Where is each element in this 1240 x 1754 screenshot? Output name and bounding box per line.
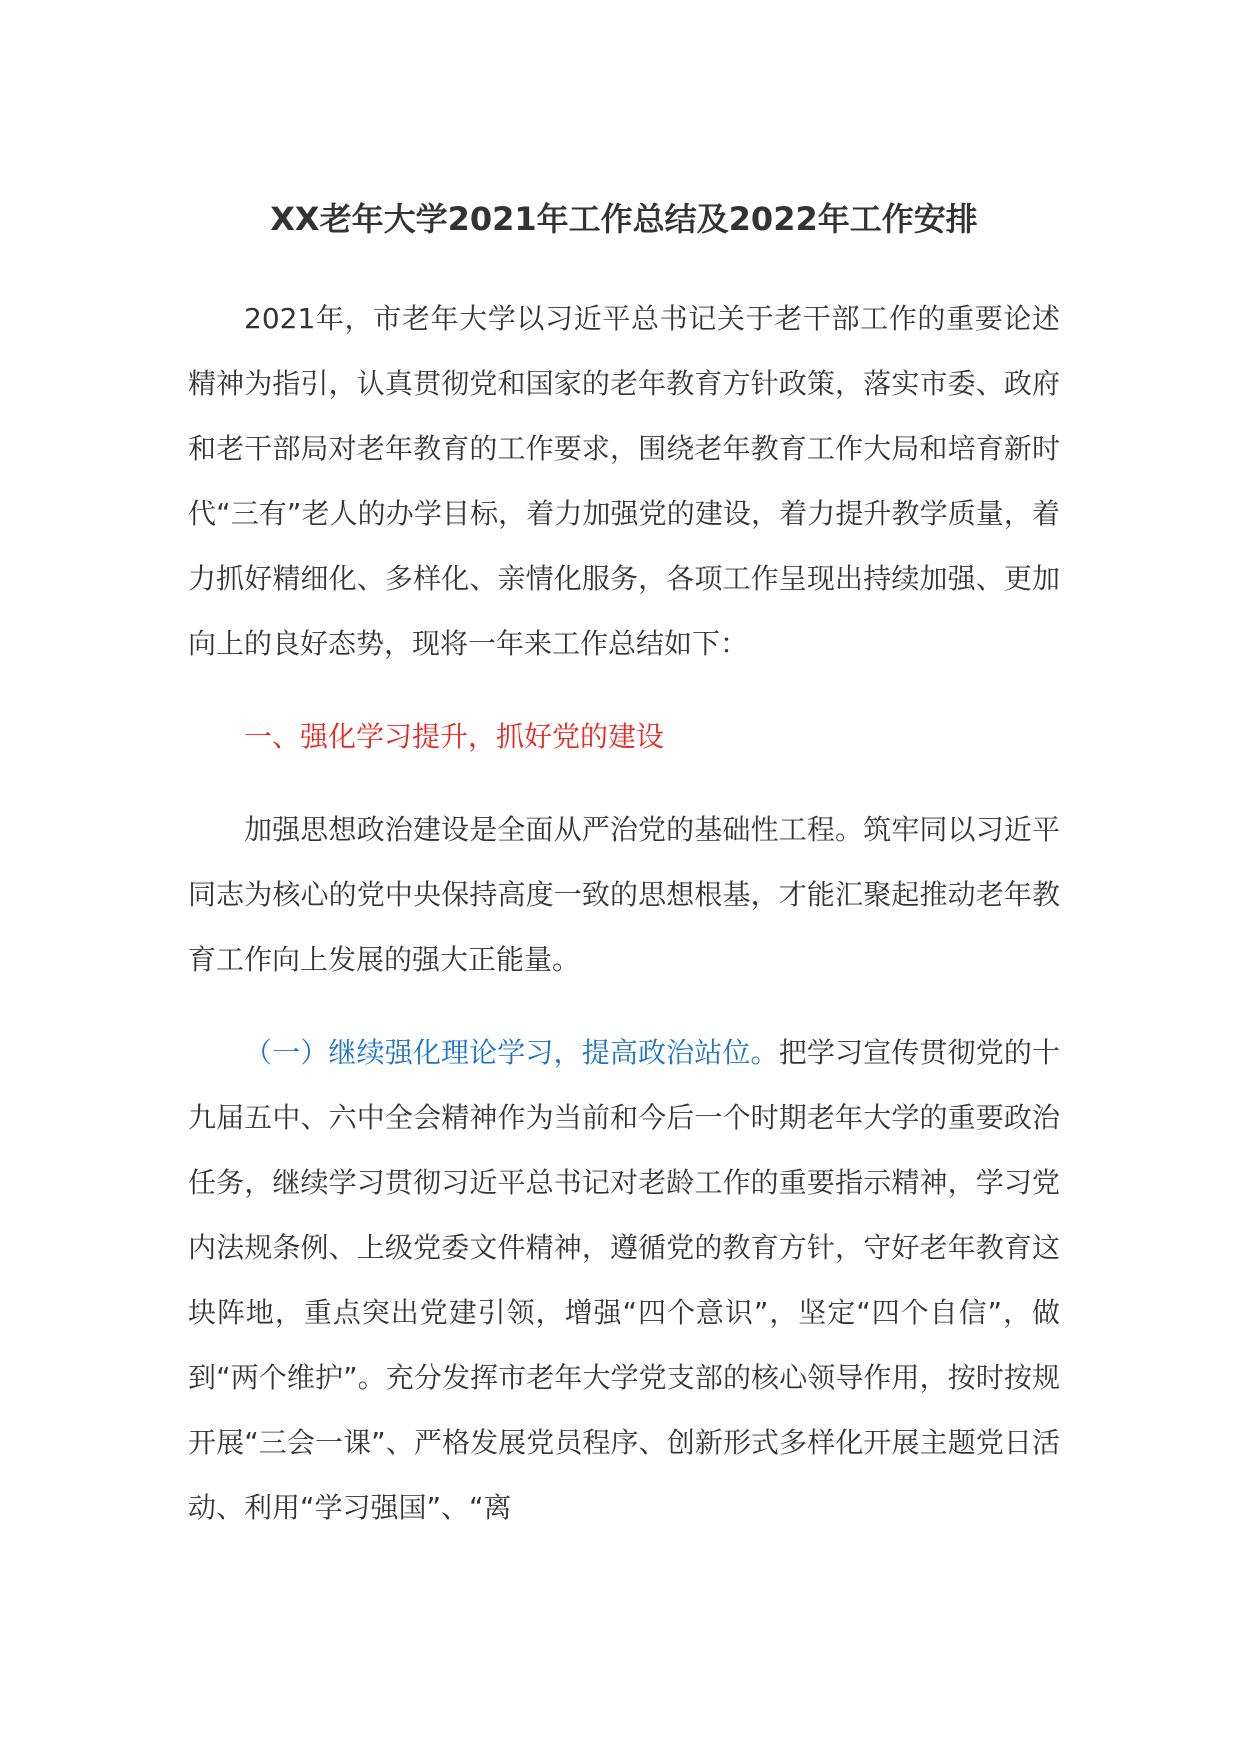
subsection-body: 把学习宣传贯彻党的十九届五中、六中全会精神作为当前和今后一个时期老年大学的重要政治任务，继续学习贯彻习近平总书记对老龄工作的重要指示精神，学习党内法规条例、上级党委文件精神，遵循党的教育方针，守好老年教育这块阵地，重点突出党建引领，增强“四个意识”，坚定“四个自信”，做到“两个维护”。充分发挥市老年大学党支部的核心领导作用，按时按规开展“三会一课”、严格发展党员程序、创新形式多样化开展主题党日活动、利用“学习强国”、“离 — [188, 1036, 1060, 1524]
document-content — [188, 192, 1060, 1540]
intro-paragraph: 2021年，市老年大学以习近平总书记关于老干部工作的重要论述精神为指引，认真贯彻党和国家的老年教育方针政策，落实市委、政府和老干部局对老年教育的工作要求，围绕老年教育工作大局和培育新时代“三有”老人的办学目标，着力加强党的建设，着力提升教学质量，着力抓好精细化、多样化、亲情化服务，各项工作呈现出持续加强、更加向上的良好态势，现将一年来工作总结如下： — [188, 302, 1060, 660]
section-paragraph: 加强思想政治建设是全面从严治党的基础性工程。筑牢同以习近平同志为核心的党中央保持高度一致的思想根基，才能汇聚起推动老年教育工作向上发展的强大正能量。 — [188, 813, 1060, 976]
document-title: XX老年大学2021年工作总结及2022年工作安排 — [270, 200, 978, 238]
section-heading: 一、强化学习提升，抓好党的建设 — [244, 720, 665, 753]
subsection-heading: （一）继续强化理论学习，提高政治站位。 — [244, 1036, 779, 1069]
subsection-paragraph — [188, 1020, 1060, 1540]
